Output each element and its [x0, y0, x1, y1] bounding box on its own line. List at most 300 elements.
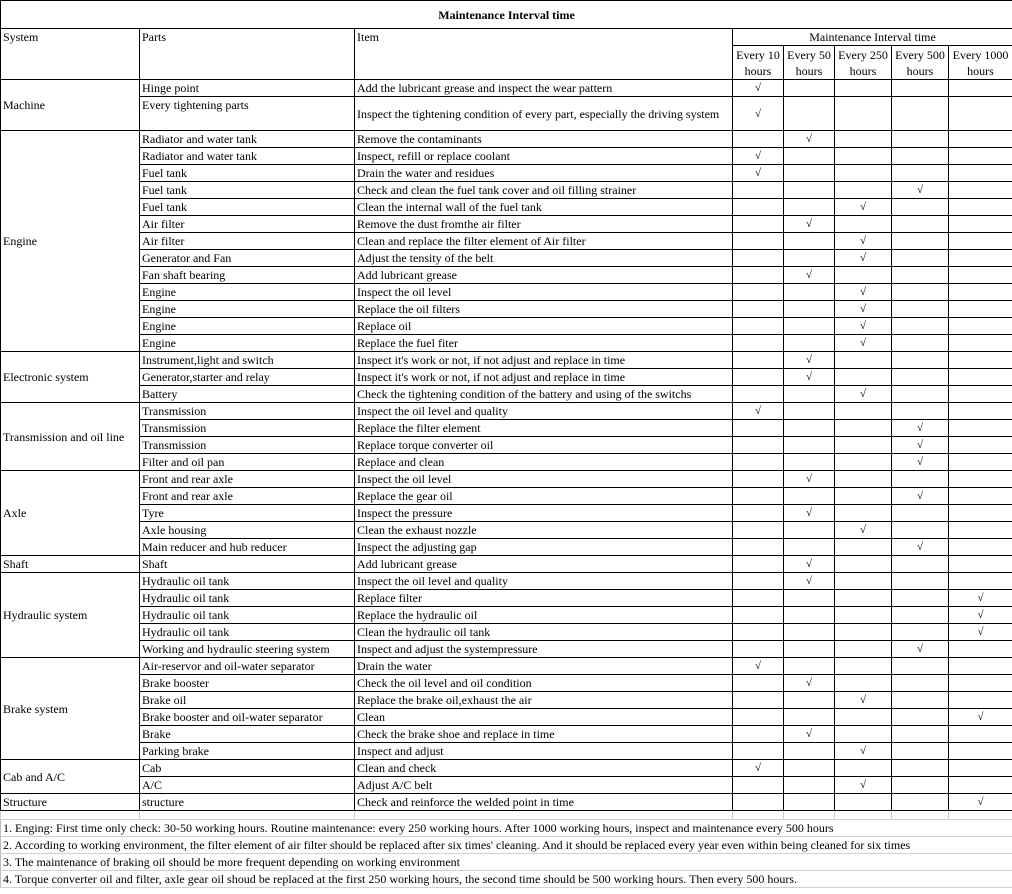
- part-cell: Filter and oil pan: [140, 454, 355, 471]
- interval-cell-1: [784, 471, 835, 488]
- item-cell: Replace the hydraulic oil: [355, 607, 733, 624]
- interval-cell-1: [784, 148, 835, 165]
- interval-cell-0: [733, 743, 784, 760]
- interval-cell-3: [892, 488, 949, 505]
- interval-cell-1: [784, 386, 835, 403]
- interval-cell-4: [949, 437, 1012, 454]
- interval-cell-1: [784, 437, 835, 454]
- check-mark-icon: √: [754, 660, 762, 672]
- interval-cell-2: [835, 505, 892, 522]
- header-interval-line1: Every 1000: [952, 47, 1009, 62]
- table-row: [1, 709, 1012, 726]
- part-cell: Working and hydraulic steering system: [140, 641, 355, 658]
- interval-cell-0: [733, 199, 784, 216]
- part-cell: Brake booster: [140, 675, 355, 692]
- check-mark-icon: √: [977, 592, 984, 604]
- check-mark-icon: √: [977, 711, 984, 723]
- system-cell: Brake system: [1, 658, 140, 760]
- interval-cell-2: [835, 726, 892, 743]
- table-row: [1, 522, 1012, 539]
- interval-cell-1: [784, 80, 835, 97]
- check-mark-icon: √: [916, 541, 924, 553]
- interval-cell-3: [892, 335, 949, 352]
- check-mark-icon: √: [859, 524, 867, 536]
- interval-cell-3: [892, 743, 949, 760]
- item-cell: Inspect the oil level: [355, 471, 733, 488]
- table-row: [1, 335, 1012, 352]
- table-row: [1, 607, 1012, 624]
- note-row: [1, 820, 1012, 837]
- note-text: 4. Torque converter oil and filter, axle gear oil shoud be replaced at the first 250 working hours, the second time should be 500 working hours. Then every 500 hours.: [1, 871, 1012, 888]
- interval-cell-1: [784, 641, 835, 658]
- blank-cell: [949, 811, 1012, 820]
- interval-cell-4: [949, 148, 1012, 165]
- interval-cell-3: [892, 454, 949, 471]
- note-row: [1, 854, 1012, 871]
- check-mark-icon: √: [859, 745, 867, 757]
- check-mark-icon: √: [805, 133, 813, 145]
- interval-cell-0: [733, 522, 784, 539]
- interval-cell-0: [733, 794, 784, 811]
- item-cell: Replace oil: [355, 318, 733, 335]
- part-cell: Hydraulic oil tank: [140, 607, 355, 624]
- interval-cell-4: [949, 522, 1012, 539]
- interval-cell-4: [949, 539, 1012, 556]
- interval-cell-3: [892, 709, 949, 726]
- header-interval-2: [835, 46, 892, 80]
- interval-cell-3: [892, 369, 949, 386]
- interval-cell-1: [784, 760, 835, 777]
- part-cell: Instrument,light and switch: [140, 352, 355, 369]
- interval-cell-3: [892, 199, 949, 216]
- blank-cell: [892, 811, 949, 820]
- item-cell: Inspect and adjust the systempressure: [355, 641, 733, 658]
- interval-cell-3: [892, 216, 949, 233]
- part-cell: Shaft: [140, 556, 355, 573]
- check-mark-icon: √: [859, 694, 867, 706]
- interval-cell-2: [835, 794, 892, 811]
- part-cell: Tyre: [140, 505, 355, 522]
- table-row: [1, 352, 1012, 369]
- table-row: [1, 539, 1012, 556]
- item-cell: Inspect and adjust: [355, 743, 733, 760]
- check-mark-icon: √: [916, 184, 924, 196]
- check-mark-icon: √: [754, 405, 762, 417]
- interval-cell-0: [733, 97, 784, 131]
- interval-cell-1: [784, 250, 835, 267]
- interval-cell-0: [733, 131, 784, 148]
- interval-cell-0: [733, 539, 784, 556]
- interval-cell-0: [733, 352, 784, 369]
- interval-cell-2: [835, 250, 892, 267]
- system-cell: Axle: [1, 471, 140, 556]
- interval-cell-4: [949, 590, 1012, 607]
- interval-cell-4: [949, 97, 1012, 131]
- interval-cell-4: [949, 80, 1012, 97]
- part-cell: Engine: [140, 284, 355, 301]
- interval-cell-1: [784, 573, 835, 590]
- interval-cell-0: [733, 437, 784, 454]
- item-cell: Check the brake shoe and replace in time: [355, 726, 733, 743]
- interval-cell-0: [733, 284, 784, 301]
- interval-cell-2: [835, 386, 892, 403]
- interval-cell-1: [784, 556, 835, 573]
- part-cell: Front and rear axle: [140, 488, 355, 505]
- interval-cell-0: [733, 267, 784, 284]
- interval-cell-0: [733, 726, 784, 743]
- interval-cell-0: [733, 369, 784, 386]
- interval-cell-0: [733, 420, 784, 437]
- interval-cell-1: [784, 607, 835, 624]
- item-cell: Drain the water and residues: [355, 165, 733, 182]
- check-mark-icon: √: [754, 82, 762, 94]
- part-cell: Engine: [140, 318, 355, 335]
- part-cell: Radiator and water tank: [140, 131, 355, 148]
- interval-cell-0: [733, 335, 784, 352]
- interval-cell-3: [892, 539, 949, 556]
- system-cell: Electronic system: [1, 352, 140, 403]
- part-cell: Transmission: [140, 403, 355, 420]
- interval-cell-4: [949, 199, 1012, 216]
- item-cell: Inspect the adjusting gap: [355, 539, 733, 556]
- item-cell: Adjust the tensity of the belt: [355, 250, 733, 267]
- interval-cell-0: [733, 556, 784, 573]
- interval-cell-3: [892, 318, 949, 335]
- part-cell: Radiator and water tank: [140, 148, 355, 165]
- interval-cell-2: [835, 131, 892, 148]
- interval-cell-4: [949, 233, 1012, 250]
- note-text: 2. According to working environment, the filter element of air filter should be replaced after six times' cleaning. And it should be replaced every year even within being cleaned for six times: [1, 837, 1012, 854]
- check-mark-icon: √: [977, 626, 984, 638]
- interval-cell-4: [949, 454, 1012, 471]
- interval-cell-2: [835, 573, 892, 590]
- item-cell: Add the lubricant grease and inspect the wear pattern: [355, 80, 733, 97]
- item-cell: Replace the oil filters: [355, 301, 733, 318]
- item-cell: Inspect it's work or not, if not adjust and replace in time: [355, 352, 733, 369]
- part-cell: Engine: [140, 335, 355, 352]
- interval-cell-2: [835, 318, 892, 335]
- interval-cell-3: [892, 675, 949, 692]
- table-row: [1, 437, 1012, 454]
- item-cell: Replace the fuel fiter: [355, 335, 733, 352]
- check-mark-icon: √: [859, 388, 867, 400]
- interval-cell-0: [733, 386, 784, 403]
- interval-cell-3: [892, 471, 949, 488]
- interval-cell-4: [949, 335, 1012, 352]
- interval-cell-1: [784, 233, 835, 250]
- interval-cell-3: [892, 590, 949, 607]
- interval-cell-3: [892, 284, 949, 301]
- check-mark-icon: √: [977, 609, 984, 621]
- interval-cell-2: [835, 539, 892, 556]
- interval-cell-4: [949, 675, 1012, 692]
- part-cell: Transmission: [140, 437, 355, 454]
- interval-cell-4: [949, 505, 1012, 522]
- check-mark-icon: √: [916, 490, 924, 502]
- table-row: [1, 420, 1012, 437]
- interval-cell-2: [835, 607, 892, 624]
- table-row: [1, 403, 1012, 420]
- header-interval-line1: Every 50: [787, 47, 831, 62]
- interval-cell-4: [949, 488, 1012, 505]
- interval-cell-4: [949, 573, 1012, 590]
- check-mark-icon: √: [805, 371, 813, 383]
- interval-cell-3: [892, 165, 949, 182]
- interval-cell-1: [784, 454, 835, 471]
- check-mark-icon: √: [977, 796, 984, 808]
- interval-cell-2: [835, 335, 892, 352]
- interval-cell-3: [892, 437, 949, 454]
- table-title: Maintenance Interval time: [1, 1, 1012, 29]
- interval-cell-1: [784, 403, 835, 420]
- item-cell: Check the oil level and oil condition: [355, 675, 733, 692]
- blank-cell: [1, 811, 140, 820]
- item-cell: Remove the contaminants: [355, 131, 733, 148]
- header-interval-0: [733, 46, 784, 80]
- table-row: [1, 488, 1012, 505]
- interval-cell-2: [835, 641, 892, 658]
- interval-cell-0: [733, 624, 784, 641]
- check-mark-icon: √: [859, 235, 867, 247]
- header-interval-line2: hours: [744, 63, 772, 78]
- note-row: [1, 837, 1012, 854]
- check-mark-icon: √: [916, 643, 924, 655]
- interval-cell-4: [949, 607, 1012, 624]
- part-cell: Engine: [140, 301, 355, 318]
- interval-cell-2: [835, 658, 892, 675]
- table-row: [1, 250, 1012, 267]
- item-cell: Remove the dust fromthe air filter: [355, 216, 733, 233]
- item-cell: Adjust A/C belt: [355, 777, 733, 794]
- table-row: [1, 658, 1012, 675]
- table-row: [1, 556, 1012, 573]
- interval-cell-1: [784, 658, 835, 675]
- interval-cell-4: [949, 794, 1012, 811]
- interval-cell-3: [892, 607, 949, 624]
- interval-cell-1: [784, 709, 835, 726]
- interval-cell-4: [949, 777, 1012, 794]
- interval-cell-2: [835, 233, 892, 250]
- table-row: [1, 624, 1012, 641]
- header-interval-line1: Every 500: [895, 47, 945, 62]
- interval-cell-2: [835, 284, 892, 301]
- interval-cell-2: [835, 590, 892, 607]
- interval-cell-2: [835, 267, 892, 284]
- item-cell: Clean and check: [355, 760, 733, 777]
- check-mark-icon: √: [859, 337, 867, 349]
- table-row: [1, 80, 1012, 97]
- interval-cell-3: [892, 777, 949, 794]
- interval-cell-1: [784, 505, 835, 522]
- item-cell: Clean the hydraulic oil tank: [355, 624, 733, 641]
- interval-cell-3: [892, 80, 949, 97]
- header-interval-1: [784, 46, 835, 80]
- system-cell: Transmission and oil line: [1, 403, 140, 471]
- part-cell: Brake oil: [140, 692, 355, 709]
- interval-cell-1: [784, 488, 835, 505]
- table-row: [1, 165, 1012, 182]
- interval-cell-0: [733, 692, 784, 709]
- interval-cell-4: [949, 216, 1012, 233]
- blank-cell: [140, 811, 355, 820]
- interval-cell-3: [892, 573, 949, 590]
- interval-cell-0: [733, 607, 784, 624]
- interval-cell-4: [949, 301, 1012, 318]
- table-row: [1, 454, 1012, 471]
- interval-cell-1: [784, 165, 835, 182]
- interval-cell-1: [784, 352, 835, 369]
- item-cell: Replace the filter element: [355, 420, 733, 437]
- part-cell: Air filter: [140, 233, 355, 250]
- header-interval-line2: hours: [967, 63, 994, 78]
- check-mark-icon: √: [859, 286, 867, 298]
- table-row: [1, 726, 1012, 743]
- item-cell: Clean the internal wall of the fuel tank: [355, 199, 733, 216]
- interval-cell-3: [892, 692, 949, 709]
- item-cell: Inspect it's work or not, if not adjust and replace in time: [355, 369, 733, 386]
- table-row: [1, 318, 1012, 335]
- part-cell: Cab: [140, 760, 355, 777]
- system-cell: Hydraulic system: [1, 573, 140, 658]
- item-cell: Inspect, refill or replace coolant: [355, 148, 733, 165]
- interval-cell-2: [835, 675, 892, 692]
- interval-cell-4: [949, 658, 1012, 675]
- interval-cell-0: [733, 641, 784, 658]
- part-cell: Parking brake: [140, 743, 355, 760]
- note-row: [1, 871, 1012, 888]
- interval-cell-0: [733, 777, 784, 794]
- interval-cell-0: [733, 250, 784, 267]
- interval-cell-1: [784, 301, 835, 318]
- item-cell: Check and reinforce the welded point in time: [355, 794, 733, 811]
- check-mark-icon: √: [859, 201, 867, 213]
- interval-cell-1: [784, 284, 835, 301]
- interval-cell-4: [949, 352, 1012, 369]
- check-mark-icon: √: [805, 473, 813, 485]
- check-mark-icon: √: [916, 439, 924, 451]
- interval-cell-2: [835, 522, 892, 539]
- table-row: [1, 97, 1012, 131]
- part-cell: Every tightening parts: [140, 97, 355, 131]
- interval-cell-2: [835, 199, 892, 216]
- interval-cell-3: [892, 641, 949, 658]
- part-cell: Hydraulic oil tank: [140, 590, 355, 607]
- header-system: System: [1, 29, 140, 80]
- interval-cell-0: [733, 80, 784, 97]
- interval-cell-1: [784, 743, 835, 760]
- part-cell: Hydraulic oil tank: [140, 624, 355, 641]
- interval-cell-4: [949, 471, 1012, 488]
- header-interval-line2: hours: [849, 63, 877, 78]
- blank-cell: [835, 811, 892, 820]
- part-cell: Battery: [140, 386, 355, 403]
- header-interval-line2: hours: [795, 63, 823, 78]
- interval-cell-3: [892, 233, 949, 250]
- interval-cell-2: [835, 556, 892, 573]
- check-mark-icon: √: [754, 167, 762, 179]
- part-cell: Fuel tank: [140, 199, 355, 216]
- interval-cell-4: [949, 284, 1012, 301]
- interval-cell-3: [892, 352, 949, 369]
- interval-cell-1: [784, 216, 835, 233]
- header-interval-4: [949, 46, 1012, 80]
- table-row: [1, 216, 1012, 233]
- part-cell: Main reducer and hub reducer: [140, 539, 355, 556]
- part-cell: Fuel tank: [140, 165, 355, 182]
- interval-cell-4: [949, 182, 1012, 199]
- interval-cell-1: [784, 522, 835, 539]
- table-row: [1, 233, 1012, 250]
- interval-cell-0: [733, 709, 784, 726]
- blank-cell: [784, 811, 835, 820]
- part-cell: Generator,starter and relay: [140, 369, 355, 386]
- interval-cell-4: [949, 250, 1012, 267]
- item-cell: Inspect the tightening condition of every part, especially the driving system: [355, 97, 733, 131]
- table-row: [1, 199, 1012, 216]
- interval-cell-3: [892, 624, 949, 641]
- interval-cell-4: [949, 726, 1012, 743]
- interval-cell-4: [949, 386, 1012, 403]
- interval-cell-0: [733, 403, 784, 420]
- interval-cell-4: [949, 131, 1012, 148]
- interval-cell-3: [892, 97, 949, 131]
- part-cell: Generator and Fan: [140, 250, 355, 267]
- interval-cell-1: [784, 624, 835, 641]
- interval-cell-3: [892, 726, 949, 743]
- interval-cell-2: [835, 80, 892, 97]
- interval-cell-3: [892, 522, 949, 539]
- interval-cell-0: [733, 590, 784, 607]
- interval-cell-2: [835, 488, 892, 505]
- item-cell: Inspect the pressure: [355, 505, 733, 522]
- check-mark-icon: √: [859, 779, 867, 791]
- interval-cell-2: [835, 369, 892, 386]
- check-mark-icon: √: [805, 507, 813, 519]
- interval-cell-0: [733, 216, 784, 233]
- check-mark-icon: √: [916, 456, 924, 468]
- interval-cell-1: [784, 590, 835, 607]
- interval-cell-3: [892, 760, 949, 777]
- check-mark-icon: √: [805, 218, 813, 230]
- table-row: [1, 692, 1012, 709]
- interval-cell-3: [892, 420, 949, 437]
- check-mark-icon: √: [805, 269, 813, 281]
- part-cell: Transmission: [140, 420, 355, 437]
- interval-cell-2: [835, 301, 892, 318]
- interval-cell-4: [949, 318, 1012, 335]
- part-cell: Fuel tank: [140, 182, 355, 199]
- interval-cell-2: [835, 471, 892, 488]
- item-cell: Clean: [355, 709, 733, 726]
- item-cell: Add lubricant grease: [355, 556, 733, 573]
- interval-cell-4: [949, 709, 1012, 726]
- check-mark-icon: √: [805, 558, 813, 570]
- interval-cell-1: [784, 539, 835, 556]
- item-cell: Replace the gear oil: [355, 488, 733, 505]
- interval-cell-2: [835, 352, 892, 369]
- interval-cell-0: [733, 675, 784, 692]
- table-row: [1, 386, 1012, 403]
- table-row: [1, 505, 1012, 522]
- note-text: 1. Enging: First time only check: 30-50 working hours. Routine maintenance: every 250 working hours. After 1000 working hours, inspect and maintenance every 500 hours: [1, 820, 1012, 837]
- check-mark-icon: √: [805, 677, 813, 689]
- interval-cell-4: [949, 369, 1012, 386]
- system-cell: Machine: [1, 80, 140, 131]
- item-cell: Add lubricant grease: [355, 267, 733, 284]
- interval-cell-3: [892, 301, 949, 318]
- interval-cell-1: [784, 726, 835, 743]
- interval-cell-4: [949, 760, 1012, 777]
